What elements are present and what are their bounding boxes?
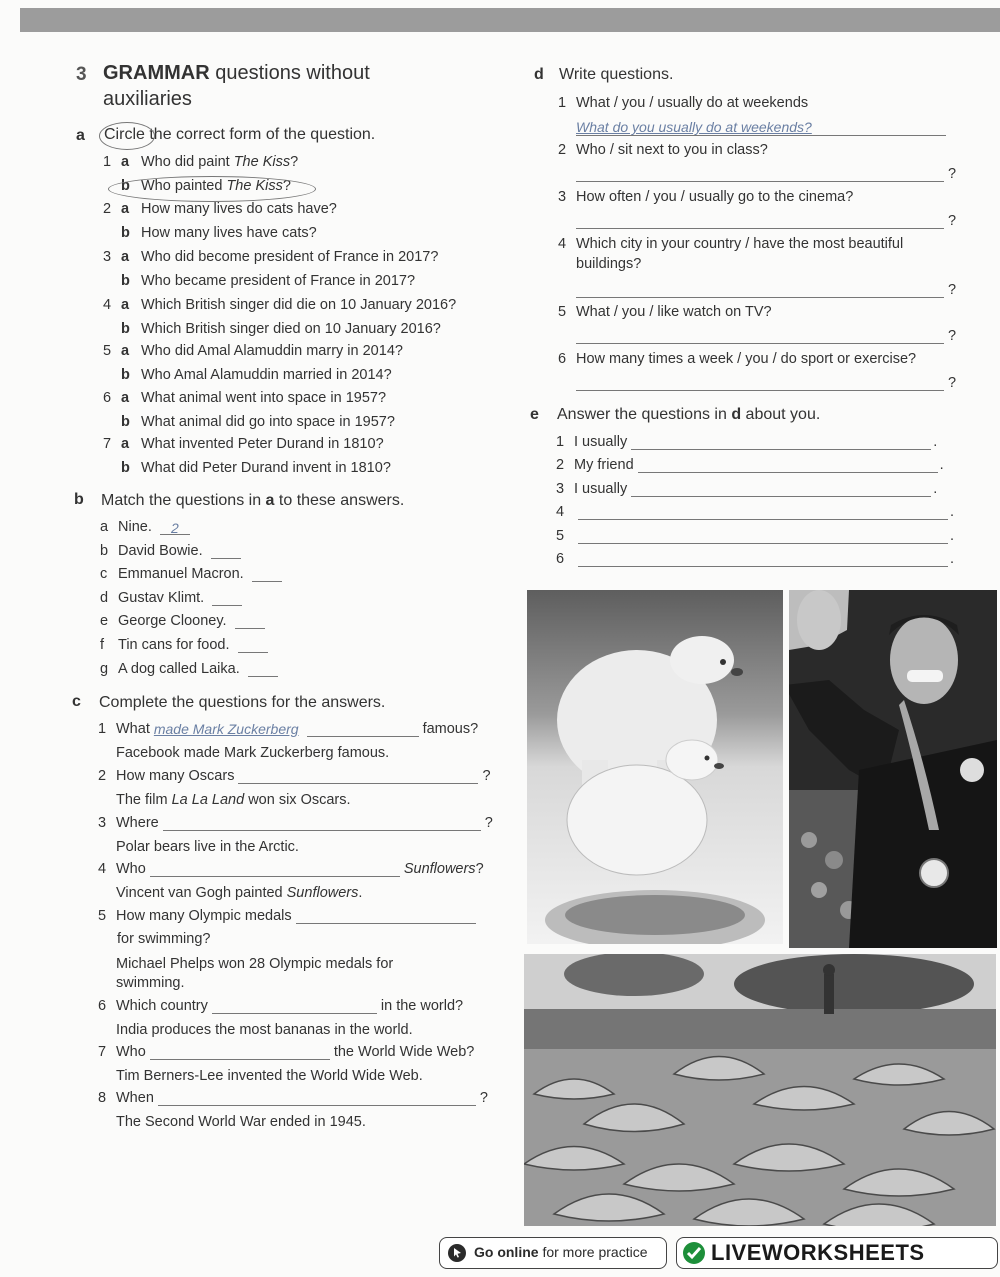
item-number: 4	[98, 861, 107, 877]
question-text: Who did Amal Alamuddin marry in 2014?	[141, 343, 403, 359]
answer-blank[interactable]: made Mark Zuckerberg	[153, 721, 299, 737]
part-a-item-6a	[103, 390, 386, 406]
option-letter: a	[121, 390, 130, 406]
given-answer	[116, 1068, 423, 1084]
write-item-2	[558, 142, 768, 158]
complete-item-7	[98, 1044, 498, 1060]
answer-blank[interactable]	[578, 529, 948, 544]
part-c-instruction: Complete the questions for the answers.	[99, 694, 386, 711]
prompt-text: How many times a week / you / do sport or exercise?	[576, 351, 917, 367]
question-text: Which British singer did die on 10 January 2016?	[141, 297, 457, 313]
cursor-icon	[448, 1244, 466, 1262]
match-answer-blank[interactable]	[252, 567, 282, 582]
part-a-item-5a	[103, 343, 403, 359]
option-letter: b	[121, 321, 130, 337]
part-b-instruction	[101, 492, 404, 510]
item-number: 7	[98, 1044, 107, 1060]
write-answer-line	[576, 375, 956, 391]
question-text: Who Amal Alamuddin married in 2014?	[141, 367, 392, 383]
item-number: 3	[98, 815, 107, 831]
option-letter: b	[121, 414, 130, 430]
option-letter: b	[121, 225, 130, 241]
complete-item-4	[98, 861, 498, 877]
circle-mark	[99, 122, 155, 150]
question-mark: ?	[948, 213, 957, 229]
part-b-letter: b	[74, 491, 84, 508]
part-a-item-1a	[103, 154, 298, 170]
question-end: ?	[479, 1090, 488, 1106]
go-online-label	[474, 1244, 648, 1260]
item-number: 6	[558, 351, 567, 367]
section-title-rest: questions without	[215, 62, 370, 84]
given-answer	[116, 792, 351, 808]
item-number: 2	[558, 142, 567, 158]
part-a-item-4b	[103, 321, 441, 337]
part-b-instruction-post: to these answers.	[274, 492, 405, 509]
item-number: 5	[558, 304, 567, 320]
item-number: 1	[98, 721, 107, 737]
option-letter: b	[121, 460, 130, 476]
given-answer-text: Michael Phelps won 28 Olympic medals for	[116, 956, 394, 972]
item-number: 5	[98, 908, 107, 924]
answer-start: I usually	[574, 480, 628, 497]
question-start: Who	[116, 861, 146, 877]
question-start: Which country	[116, 998, 208, 1014]
match-answer-blank[interactable]	[212, 591, 242, 606]
write-item-1	[558, 95, 808, 111]
part-a-item-7a	[103, 436, 384, 452]
answer-blank[interactable]	[578, 552, 948, 567]
given-answer-title: La La Land	[171, 792, 245, 808]
answer-blank[interactable]	[158, 1091, 476, 1106]
item-number: 2	[556, 457, 565, 474]
match-text: George Clooney.	[118, 613, 227, 630]
given-answer-text: India produces the most bananas in the world.	[116, 1022, 413, 1038]
item-number: 6	[98, 998, 107, 1014]
match-item	[100, 661, 278, 677]
item-number: 3	[556, 480, 565, 497]
part-e-instruction-bold: d	[731, 406, 742, 423]
match-text: Emmanuel Macron.	[118, 566, 244, 583]
option-letter: b	[121, 367, 130, 383]
question-mark: ?	[948, 282, 957, 298]
prompt-text: Which city in your country / have the most beautiful	[576, 236, 904, 252]
full-stop: .	[933, 480, 938, 497]
match-letter: f	[100, 637, 105, 653]
part-a-item-7b	[103, 460, 391, 476]
answer-circle-mark	[108, 176, 316, 202]
part-e-letter: e	[530, 406, 539, 423]
write-answer-line	[576, 328, 956, 344]
answer-item-4	[556, 504, 954, 520]
prompt-text: Who / sit next to you in class?	[576, 142, 768, 158]
answer-blank[interactable]	[638, 458, 938, 473]
given-answer-title: Sunflowers	[286, 885, 359, 901]
part-b-instruction-bold: a	[265, 492, 275, 509]
answer-blank[interactable]	[631, 482, 931, 497]
question-mark: ?	[948, 166, 957, 182]
item-number: 3	[103, 249, 112, 265]
item-number: 4	[103, 297, 112, 313]
answer-item-1	[556, 434, 937, 450]
answer-item-3	[556, 481, 937, 497]
write-answer-line	[576, 166, 956, 182]
answer-item-5	[556, 528, 954, 544]
answer-start: My friend	[574, 457, 634, 474]
match-text: Gustav Klimt.	[118, 589, 205, 606]
complete-item-1	[98, 721, 498, 737]
write-item-4	[558, 236, 903, 252]
answer-blank[interactable]	[212, 999, 377, 1014]
option-letter: a	[121, 343, 130, 359]
question-mark: ?	[290, 154, 299, 170]
given-answer	[116, 1022, 413, 1038]
part-a-item-3a	[103, 249, 438, 265]
answer-blank[interactable]	[578, 505, 948, 520]
item-number: 6	[103, 390, 112, 406]
question-end: famous?	[422, 721, 479, 737]
option-letter: b	[121, 178, 130, 194]
match-item	[100, 613, 265, 629]
part-d-letter: d	[534, 66, 544, 83]
option-letter: a	[121, 154, 130, 170]
part-c-letter: c	[72, 693, 81, 710]
section-title	[103, 62, 370, 85]
go-online-button[interactable]	[439, 1237, 667, 1269]
part-a-instruction-rest: the correct form of the question.	[149, 126, 376, 143]
answer-blank[interactable]	[163, 816, 481, 831]
item-number: 1	[103, 154, 112, 170]
complete-item-8	[98, 1090, 498, 1106]
scan-top-band	[20, 8, 1000, 32]
part-b-instruction-pre: Match the questions in	[101, 492, 266, 509]
given-answer-pre: The film	[116, 792, 172, 808]
match-letter: a	[100, 519, 109, 535]
full-stop: .	[939, 457, 944, 474]
given-answer	[116, 839, 299, 855]
question-mark: ?	[475, 861, 484, 877]
option-letter: a	[121, 436, 130, 452]
question-start: What	[116, 721, 150, 737]
question-start: Who	[116, 1044, 146, 1060]
answer-blank[interactable]	[631, 435, 931, 450]
question-start: Where	[116, 815, 159, 831]
given-answer-post: .	[358, 885, 363, 901]
given-answer-post: won six Oscars.	[244, 792, 351, 808]
complete-item-6	[98, 998, 498, 1014]
match-letter: b	[100, 542, 109, 559]
full-stop: .	[933, 434, 938, 450]
given-answer	[116, 745, 389, 761]
swimmer-photo	[789, 590, 997, 948]
option-letter: a	[121, 249, 130, 265]
match-text: Tin cans for food.	[118, 637, 230, 653]
question-mark: ?	[282, 178, 291, 194]
part-a-item-5b	[103, 367, 392, 383]
item-number: 4	[556, 504, 565, 521]
question-mark: ?	[948, 328, 957, 344]
given-answer	[116, 885, 362, 901]
item-number: 8	[98, 1090, 107, 1106]
question-start: When	[116, 1090, 154, 1106]
question-end: ?	[484, 815, 493, 831]
part-e-instruction	[557, 406, 820, 424]
answer-blank[interactable]	[576, 167, 944, 182]
option-letter: a	[121, 297, 130, 313]
answer-start: I usually	[574, 434, 628, 450]
question-end: Sunflowers	[403, 861, 476, 877]
match-answer-blank[interactable]	[238, 638, 268, 653]
question-end: the World Wide Web?	[333, 1044, 475, 1060]
given-answer-text: The Second World War ended in 1945.	[116, 1114, 366, 1130]
answer-blank-rest	[307, 722, 419, 737]
write-answer-line	[576, 119, 946, 136]
answer-blank[interactable]	[576, 329, 944, 344]
item-number: 3	[558, 189, 567, 205]
part-a-item-2b	[103, 225, 317, 241]
part-a-item-6b	[103, 414, 395, 430]
polar-bears-photo	[527, 590, 783, 944]
complete-item-5	[98, 908, 498, 924]
part-a-item-2a	[103, 201, 337, 217]
answer-blank[interactable]	[150, 1045, 330, 1060]
go-online-bold: Go online	[474, 1244, 539, 1260]
match-text: David Bowie.	[118, 542, 203, 559]
question-text: How many lives do cats have?	[141, 201, 337, 217]
match-letter: d	[100, 589, 109, 606]
match-letter: c	[100, 566, 108, 583]
match-item	[100, 543, 241, 559]
given-answer-text: Polar bears live in the Arctic.	[116, 839, 299, 855]
question-text: Who did become president of France in 2017?	[141, 249, 439, 265]
item-number: 1	[558, 95, 567, 111]
match-item	[100, 590, 242, 606]
write-answer-line	[576, 213, 956, 229]
complete-item-3	[98, 815, 498, 831]
section-number: 3	[76, 64, 87, 85]
given-answer-pre: Vincent van Gogh painted	[116, 885, 287, 901]
full-stop: .	[950, 527, 955, 544]
answer-item-2	[556, 457, 944, 473]
part-a-item-4a	[103, 297, 456, 313]
answer-blank[interactable]	[576, 376, 944, 391]
match-answer-blank[interactable]	[248, 662, 278, 677]
item-number: 5	[103, 343, 112, 359]
match-text: Nine.	[118, 519, 152, 535]
item-number: 4	[558, 236, 567, 252]
answer-item-6	[556, 551, 954, 567]
prompt-line2: buildings?	[576, 256, 642, 272]
match-answer-blank[interactable]	[235, 614, 265, 629]
liveworksheets-logo-icon	[683, 1242, 705, 1264]
question-title: The Kiss	[233, 154, 291, 170]
answer-blank[interactable]	[238, 769, 478, 784]
write-answer-line	[576, 282, 956, 298]
circle-word: Circle	[104, 126, 145, 143]
question-line2: for swimming?	[117, 931, 211, 947]
complete-item-2	[98, 768, 498, 784]
part-d-instruction: Write questions.	[559, 66, 674, 83]
item-number: 6	[556, 551, 565, 567]
prompt-text: What / you / like watch on TV?	[576, 304, 772, 320]
question-text: How many lives have cats?	[141, 225, 317, 241]
answer-blank[interactable]	[576, 283, 944, 298]
match-answer-blank[interactable]: 2	[160, 520, 190, 535]
given-answer-text: Facebook made Mark Zuckerberg famous.	[116, 745, 390, 761]
question-start: How many Olympic medals	[116, 908, 292, 924]
question-text: Who painted	[141, 178, 227, 194]
given-answer-line2: swimming.	[116, 975, 185, 991]
match-text: A dog called Laika.	[118, 660, 240, 677]
write-item-3	[558, 189, 853, 205]
question-text: Who did paint	[141, 154, 234, 170]
question-text: Who became president of France in 2017?	[141, 273, 416, 289]
part-e-instruction-pre: Answer the questions in	[557, 406, 732, 423]
section-title-bold: GRAMMAR	[103, 62, 210, 84]
question-text: Which British singer died on 10 January 2016?	[141, 321, 441, 337]
match-letter: g	[100, 660, 109, 677]
part-e-instruction-post: about you.	[741, 406, 821, 423]
item-number: 2	[103, 201, 112, 217]
part-a-item-3b	[103, 273, 415, 289]
question-end: in the world?	[380, 998, 464, 1014]
question-text: What invented Peter Durand in 1810?	[141, 436, 384, 452]
example-answer: What do you usually do at weekends?	[576, 119, 946, 136]
item-number: 1	[556, 434, 565, 450]
answer-blank[interactable]	[576, 214, 944, 229]
item-number: 7	[103, 436, 112, 452]
match-item	[100, 566, 282, 582]
write-item-5	[558, 304, 772, 320]
answer-blank[interactable]	[296, 909, 476, 924]
given-answer	[116, 1114, 366, 1130]
question-text: What animal did go into space in 1957?	[141, 414, 395, 430]
bananas-photo	[524, 954, 996, 1226]
match-item	[100, 519, 190, 535]
section-title-line2: auxiliaries	[103, 88, 192, 110]
question-text: What did Peter Durand invent in 1810?	[141, 460, 391, 476]
item-number: 5	[556, 527, 565, 544]
liveworksheets-badge[interactable]	[676, 1237, 998, 1269]
item-number: 2	[98, 768, 107, 784]
go-online-rest: for more practice	[542, 1244, 648, 1260]
given-answer-text: Tim Berners-Lee invented the World Wide Web.	[116, 1068, 423, 1084]
question-text: What animal went into space in 1957?	[141, 390, 387, 406]
match-answer-blank[interactable]	[211, 544, 241, 559]
match-item	[100, 637, 268, 653]
question-title: The Kiss	[226, 178, 283, 194]
write-item-6	[558, 351, 916, 367]
option-letter: b	[121, 273, 130, 289]
part-a-letter: a	[76, 127, 85, 144]
match-letter: e	[100, 613, 109, 630]
given-answer	[116, 956, 393, 972]
prompt-text: What / you / usually do at weekends	[576, 95, 809, 111]
full-stop: .	[950, 551, 955, 567]
prompt-text: How often / you / usually go to the cinema?	[576, 189, 854, 205]
question-end: ?	[482, 768, 491, 784]
full-stop: .	[950, 504, 955, 521]
question-start: How many Oscars	[116, 768, 235, 784]
liveworksheets-brand: LIVEWORKSHEETS	[711, 1240, 925, 1265]
answer-blank[interactable]	[150, 862, 400, 877]
option-letter: a	[121, 201, 130, 217]
question-mark: ?	[948, 375, 957, 391]
